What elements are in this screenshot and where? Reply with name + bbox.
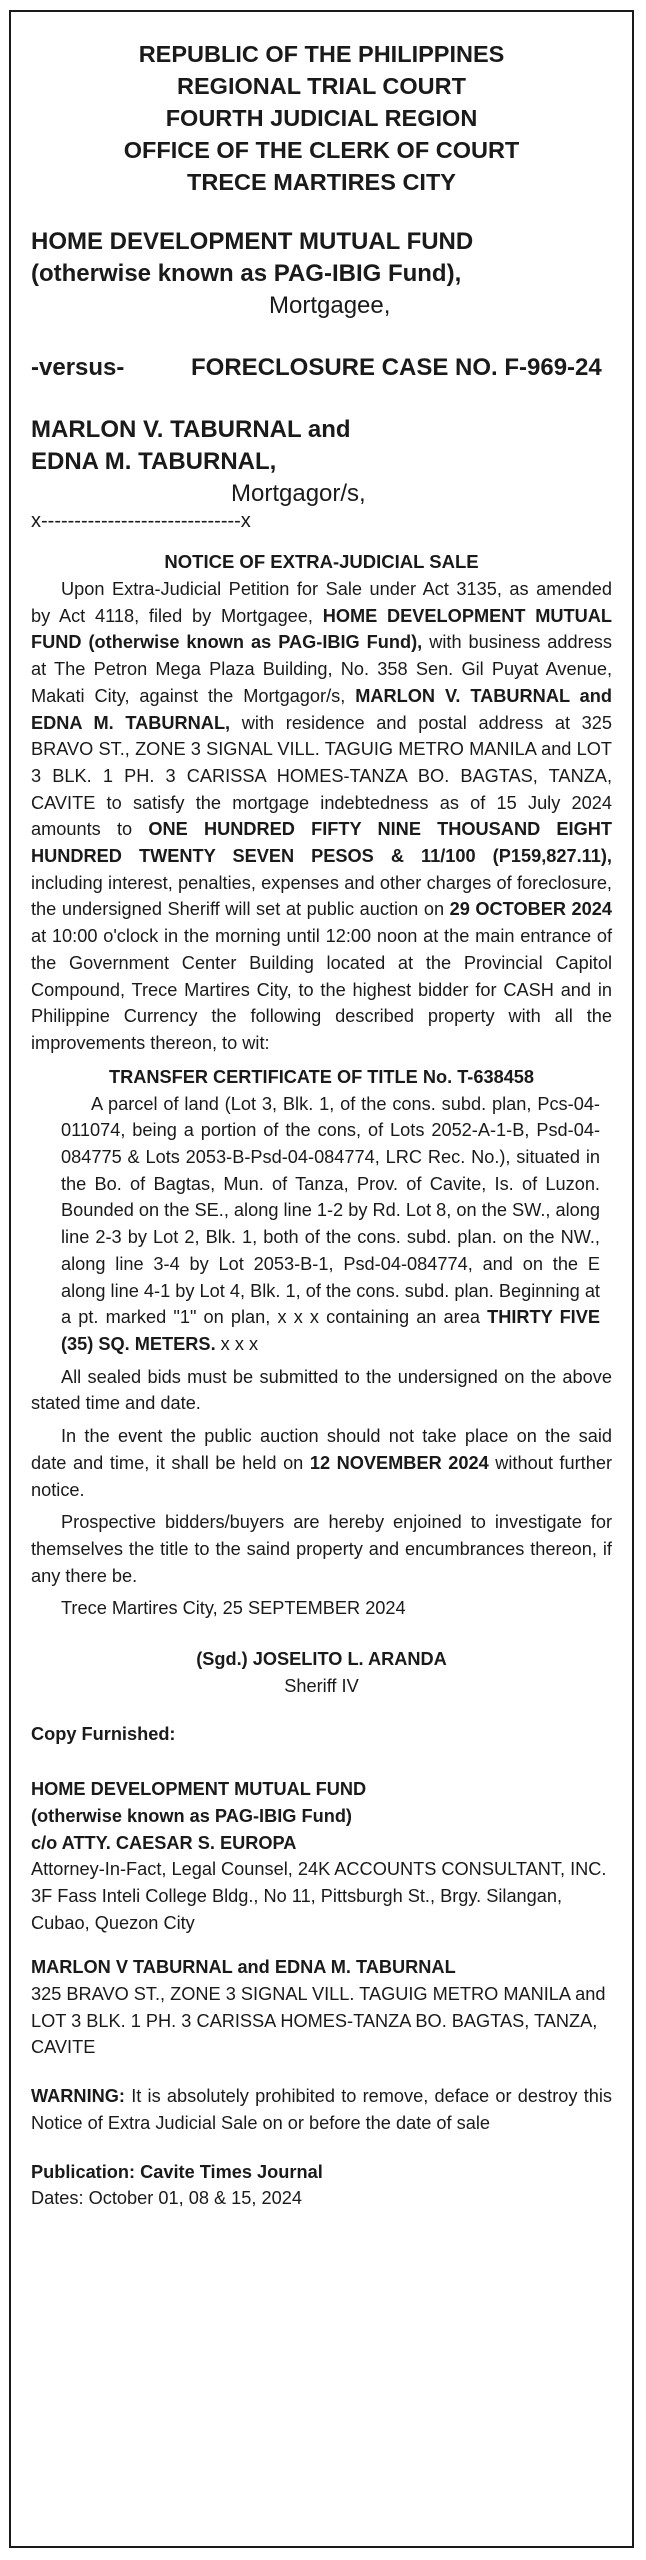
court-header xyxy=(31,38,612,198)
case-caption xyxy=(31,226,612,532)
notice-title: NOTICE OF EXTRA-JUDICIAL SALE xyxy=(164,551,479,572)
mortgagor-name-2: EDNA M. TABURNAL, xyxy=(31,448,277,475)
header-city: TRECE MARTIRES CITY xyxy=(187,169,456,195)
tct-title: TRANSFER CERTIFICATE OF TITLE No. T-638458 xyxy=(108,1066,535,1087)
copy-furnished-label: Copy Furnished: xyxy=(31,1724,176,1745)
mortgagor-role: Mortgagor/s, xyxy=(231,480,366,507)
notice-body: Upon Extra-Judicial Petition for Sale under Act 3135, as amended by Act 4118, filed by Mortgagee, HOME DEVELOPMENT MUTUAL FUND (otherwise known as PAG-IBIG Fund), with business address at The Petron Mega Plaza Building, No. 358 Sen. Gil Puyat Avenue, Makati City, against the Mortgagor/s, MARLON V. TABURNAL and EDNA M. TABURNAL, with residence and postal address at 325 BRAVO ST., ZONE 3 SIGNAL VILL. TAGUIG METRO MANILA and LOT 3 BLK. 1 PH. 3 CARISSA HOMES-TANZA BO. BAGTAS, TANZA, CAVITE to satisfy the mortgage indebtedness as of 15 July 2024 amounts to ONE HUNDRED FIFTY NINE THOUSAND EIGHT HUNDRED TWENTY SEVEN PESOS & 11/100 (P159,827.11), including interest, penalties, expenses and other charges of foreclosure, the undersigned Sheriff will set at public auction on 29 OCTOBER 2024 at 10:00 o'clock in the morning until 12:00 noon at the main entrance of the Government Center Building located at the Provincial Capitol Compound, Trece Martires City, to the highest bidder for CASH and in Philippine Currency the following described property with all the improvements thereon, to wit: xyxy=(31,579,612,1053)
publication-info xyxy=(31,2159,612,2212)
header-republic: REPUBLIC OF THE PHILIPPINES xyxy=(138,41,505,67)
recipient-mortgagee: HOME DEVELOPMENT MUTUAL FUND (otherwise known as PAG-IBIG Fund) c/o ATTY. CAESAR S. EUROPA Attorney-In-Fact, Legal Counsel, 24K ACCOUNTS CONSULTANT, INC. 3F Fass Inteli College Bldg., No 11, Pittsburgh St., Brgy. Silangan, Cubao, Quezon City xyxy=(31,1779,607,1933)
lot-description: A parcel of land (Lot 3, Blk. 1, of the cons. subd. plan, Pcs-04-011074, being a portion of the cons, of Lots 2052-A-1-B, Psd-04-084775 & Lots 2053-B-Psd-04-084774, LRC Rec. No.), situated in the Bo. of Bagtas, Mun. of Tanza, Prov. of Cavite, Is. of Luzon. Bounded on the SE., along line 1-2 by Rd. Lot 8, on the SW., along line 2-3 by Lot 2, Blk. 1, both of the cons. subd. plan. on the NW., along line 3-4 by Lot 2053-B-1, Psd-04-084774, and on the E along line 4-1 by Lot 4, Blk. 1, of the cons. subd. plan. Beginning at a pt. marked "1" on plan, x x x containing an area THIRTY FIVE (35) SQ. METERS. x x x xyxy=(61,1093,600,1354)
versus-line xyxy=(31,352,612,384)
warning-notice: WARNING: It is absolutely prohibited to remove, deface or destroy this Notice of Extra Judicial Sale on or before the date of sale xyxy=(31,2086,612,2133)
case-number: FORECLOSURE CASE NO. F-969-24 xyxy=(191,354,602,381)
mortgagee-name: HOME DEVELOPMENT MUTUAL FUND xyxy=(31,228,474,255)
sheriff-name: (Sgd.) JOSELITO L. ARANDA xyxy=(196,1649,447,1670)
sheriff-title: Sheriff IV xyxy=(284,1675,359,1696)
header-office: OFFICE OF THE CLERK OF COURT xyxy=(123,137,520,163)
notice-page xyxy=(9,10,634,2548)
recipient-mortgagors: MARLON V TABURNAL and EDNA M. TABURNAL 325 BRAVO ST., ZONE 3 SIGNAL VILL. TAGUIG METRO MANILA and LOT 3 BLK. 1 PH. 3 CARISSA HOMES-TANZA BO. BAGTAS, TANZA, CAVITE xyxy=(31,1957,606,2058)
postponement-paragraph: In the event the public auction should not take place on the said date and time, it shall be held on 12 NOVEMBER 2024 without further notice. xyxy=(31,1426,612,1500)
mortgagor-name-1: MARLON V. TABURNAL and xyxy=(31,416,351,443)
versus-label: -versus- xyxy=(31,354,125,381)
publication-dates: Dates: October 01, 08 & 15, 2024 xyxy=(31,2188,302,2209)
mortgagee-aka: (otherwise known as PAG-IBIG Fund), xyxy=(31,260,462,287)
publication-name: Publication: Cavite Times Journal xyxy=(31,2161,323,2182)
header-court: REGIONAL TRIAL COURT xyxy=(177,73,466,99)
sealed-bids-paragraph: All sealed bids must be submitted to the undersigned on the above stated time and date. xyxy=(31,1366,612,1414)
signature-block xyxy=(31,1646,612,1699)
mortgagee-role: Mortgagee, xyxy=(269,292,391,319)
caption-divider: x------------------------------x xyxy=(31,510,251,532)
header-region: FOURTH JUDICIAL REGION xyxy=(165,105,478,131)
bidders-paragraph: Prospective bidders/buyers are hereby enjoined to investigate for themselves the title to the saind property and encumbrances thereon, if any there be. xyxy=(31,1512,612,1586)
place-date: Trece Martires City, 25 SEPTEMBER 2024 xyxy=(61,1598,406,1619)
